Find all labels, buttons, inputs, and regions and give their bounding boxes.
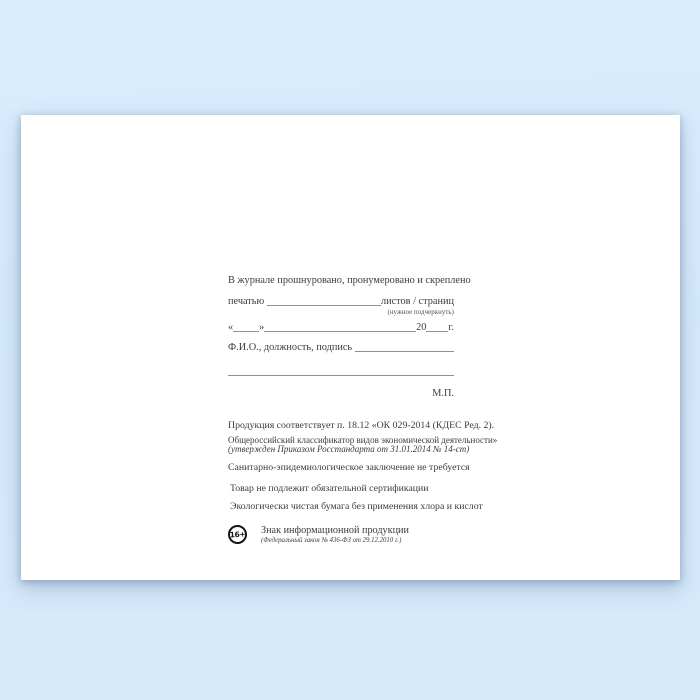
journal-back-page	[21, 115, 680, 580]
open-quote: «	[228, 322, 234, 333]
compliance-line-2: Общероссийский классификатор видов экономической деятельности»	[228, 435, 498, 445]
blank-line	[426, 331, 448, 332]
seal-prefix: печатью	[228, 296, 265, 307]
signature-label: Ф.И.О., должность, подпись	[228, 342, 353, 353]
binding-statement: В журнале прошнуровано, пронумеровано и скреплено	[228, 275, 471, 286]
compliance-line-1: Продукция соответствует п. 18.12 «ОК 029-2014 (КДЕС Ред. 2).	[228, 420, 495, 431]
blank-line	[233, 331, 259, 332]
blank-line	[264, 331, 416, 332]
statement-ecology: Экологически чистая бумага без применения хлора и кислот	[230, 501, 483, 512]
seal-suffix: листов / страниц	[380, 296, 454, 307]
statement-certification: Товар не подлежит обязательной сертификации	[230, 483, 429, 494]
close-quote: »	[259, 322, 265, 333]
year-suffix: г.	[448, 322, 454, 333]
date-line	[228, 322, 454, 334]
blank-line	[355, 351, 454, 352]
underline-note: (нужное подчеркнуть)	[387, 309, 454, 316]
year-century: 20	[416, 322, 427, 333]
age-16-badge-icon: 16+	[227, 524, 247, 544]
signature-line	[228, 342, 454, 354]
info-product-text	[261, 525, 409, 545]
compliance-line-3: (утвержден Приказом Росстандарта от 31.01.2014 № 14-ст)	[228, 444, 470, 454]
stamp-place: М.П.	[432, 388, 454, 399]
blank-line	[267, 305, 381, 306]
info-product-mark	[228, 525, 488, 545]
law-reference: (Федеральный закон № 436-ФЗ от 29.12.2010 г.)	[261, 537, 402, 544]
info-product-label: Знак информационной продукции	[261, 525, 409, 536]
statement-sanitary: Санитарно-эпидемиологическое заключение не требуется	[228, 462, 470, 473]
extra-signature-line	[228, 366, 454, 378]
blank-line	[228, 375, 454, 376]
